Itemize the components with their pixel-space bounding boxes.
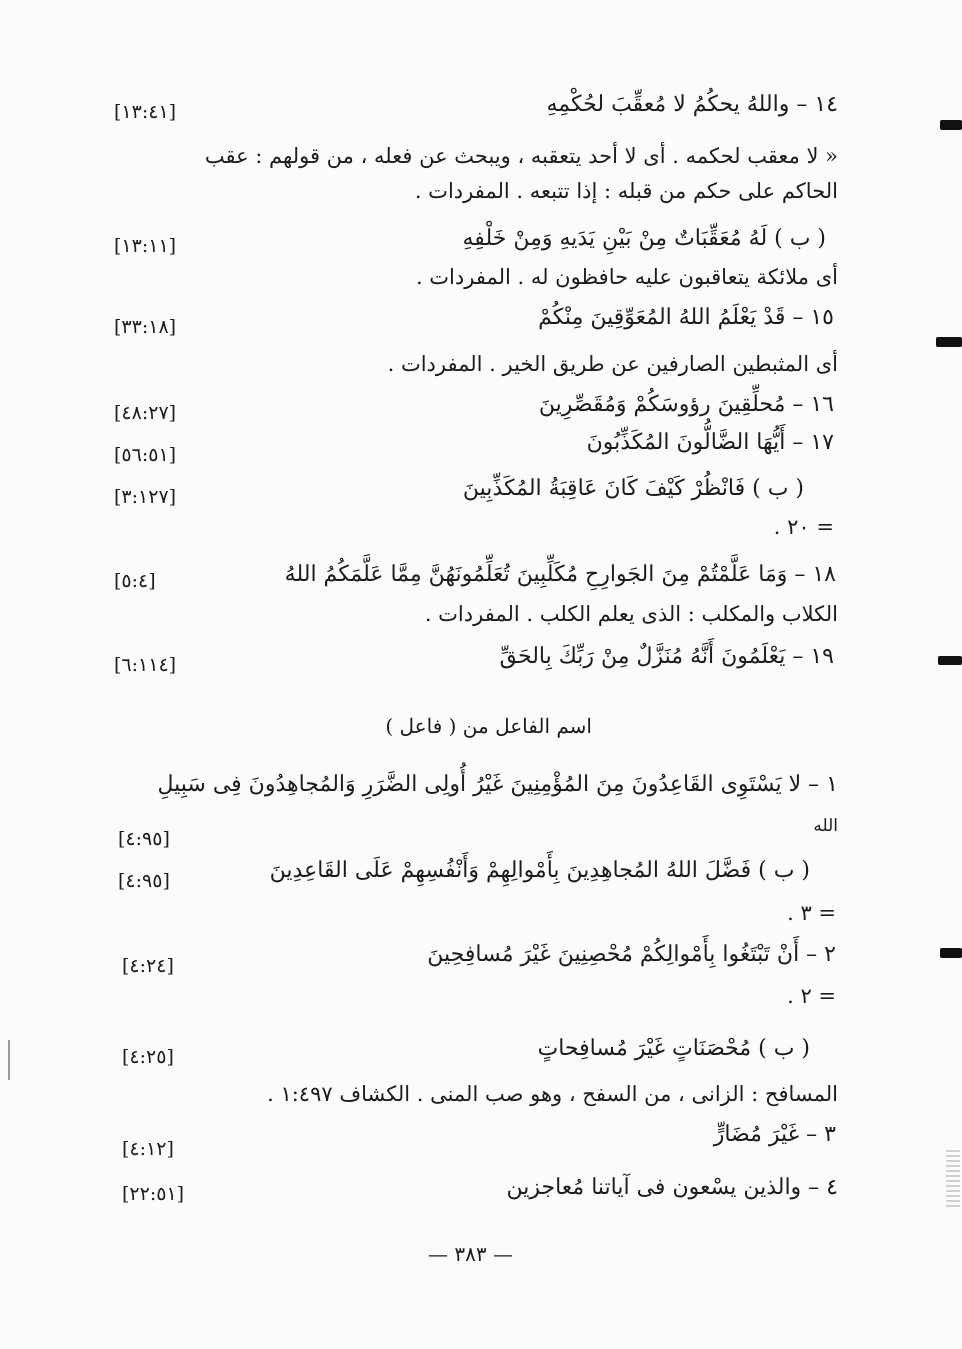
scan-edge-mark bbox=[938, 656, 962, 665]
entry-s3: ٣ – غَيْرَ مُضَارٍّ bbox=[713, 1122, 836, 1147]
scan-edge-mark bbox=[940, 948, 962, 958]
verse-ref: [٤٨:٢٧] bbox=[114, 402, 177, 424]
entry-16: ١٦ – مُحلِّقِينَ رؤوسَكُمْ وَمُقَصِّرِينَ bbox=[538, 392, 834, 417]
verse-ref: [٥:٤] bbox=[114, 570, 156, 592]
entry-s2: ٢ – أَنْ تَبْتَغُوا بِأَمْوالِكُمْ مُحْصِنِينَ غَيْرَ مُسافِحِينَ bbox=[427, 942, 836, 967]
entry-s4: ٤ – والذين يسْعون فى آياتنا مُعاجزين bbox=[506, 1175, 838, 1200]
entry-s1-continuation: الله bbox=[813, 816, 838, 836]
verse-ref: [٣:١٢٧] bbox=[114, 486, 177, 508]
entry-s2-explanation: المسافح : الزانى ، من السفح ، وهو صب المنى . الكشاف ١:٤٩٧ . bbox=[267, 1082, 838, 1106]
entry-s1-cross-ref: = ٣ . bbox=[787, 901, 836, 925]
section-heading: اسم الفاعل من ( فاعل ) bbox=[385, 714, 592, 738]
page-number: — ٣٨٣ — bbox=[428, 1242, 513, 1266]
verse-ref: [٤:٢٤] bbox=[122, 955, 174, 977]
entry-s1: ١ – لا يَسْتَوِى القَاعِدُونَ مِنَ المُؤْمِنِينَ غَيْرُ أُولِى الضَّرَرِ وَالمُجاهِدُونَ فِى سَبِيلِ bbox=[157, 772, 838, 797]
verse-ref: [٤:٩٥] bbox=[118, 828, 170, 850]
entry-14-explanation-1: « لا معقب لحكمه . أى لا أحد يتعقبه ، ويبحث عن فعله ، من قولهم : عقب bbox=[204, 144, 838, 168]
scan-edge-noise bbox=[946, 1150, 960, 1210]
verse-ref: [٦:١١٤] bbox=[114, 654, 177, 676]
verse-ref: [٣٣:١٨] bbox=[114, 316, 177, 338]
entry-17-b: ( ب ) فَانْظُرْ كَيْفَ كَانَ عَاقِبَةُ المُكَذِّبِينَ bbox=[462, 476, 804, 501]
entry-14: ١٤ – واللهُ يحكُمُ لا مُعقِّبَ لحُكْمِهِ bbox=[546, 92, 838, 117]
entry-17: ١٧ – أَيُّهَا الضَّالُّونَ المُكَذِّبُونَ bbox=[586, 430, 834, 455]
verse-ref: [٥٦:٥١] bbox=[114, 444, 177, 466]
entry-s2-cross-ref: = ٢ . bbox=[787, 984, 836, 1008]
scan-left-edge-line bbox=[8, 1040, 10, 1080]
entry-18: ١٨ – وَمَا عَلَّمْتُمْ مِنَ الجَوارِحِ مُكَلِّبِينَ تُعَلِّمُونَهُنَّ مِمَّا عَلَّمَكُمُ اللهُ bbox=[284, 562, 836, 587]
entry-14-explanation-2: الحاكم على حكم من قبله : إذا تتبعه . المفردات . bbox=[414, 179, 838, 203]
scan-edge-mark bbox=[940, 120, 962, 130]
verse-ref: [٢٢:٥١] bbox=[122, 1183, 185, 1205]
entry-14-b: ( ب ) لَهُ مُعَقِّبَاتٌ مِنْ بَيْنِ يَدَيهِ وَمِنْ خَلْفِهِ bbox=[462, 226, 826, 251]
verse-ref: [٤:٩٥] bbox=[118, 870, 170, 892]
entry-18-explanation: الكلاب والمكلب : الذى يعلم الكلب . المفردات . bbox=[424, 602, 838, 626]
verse-ref: [٤:١٢] bbox=[122, 1138, 174, 1160]
entry-s1-b: ( ب ) فَضَّلَ اللهُ المُجاهِدِينَ بِأَمْوالِهِمْ وَأَنْفُسِهِمْ عَلَى القَاعِدِينَ bbox=[269, 858, 810, 883]
entry-14-b-explanation: أى ملائكة يتعاقبون عليه حافظون له . المفردات . bbox=[415, 265, 838, 289]
scan-edge-mark bbox=[936, 337, 962, 347]
verse-ref: [٤:٢٥] bbox=[122, 1046, 174, 1068]
entry-s2-b: ( ب ) مُحْصَنَاتٍ غَيْرَ مُسافِحاتٍ bbox=[537, 1036, 810, 1061]
entry-15: ١٥ – قَدْ يَعْلَمُ اللهُ المُعَوِّقِينَ مِنْكُمْ bbox=[538, 305, 834, 330]
verse-ref: [١٣:١١] bbox=[114, 235, 177, 257]
verse-ref: [١٣:٤١] bbox=[114, 101, 177, 123]
entry-17-cross-ref: = ٢٠ . bbox=[773, 515, 834, 539]
entry-19: ١٩ – يَعْلَمُونَ أَنَّهُ مُنَزَّلٌ مِنْ رَبِّكَ بِالحَقِّ bbox=[499, 644, 834, 669]
entry-15-explanation: أى المثبطين الصارفين عن طريق الخير . المفردات . bbox=[387, 352, 838, 376]
